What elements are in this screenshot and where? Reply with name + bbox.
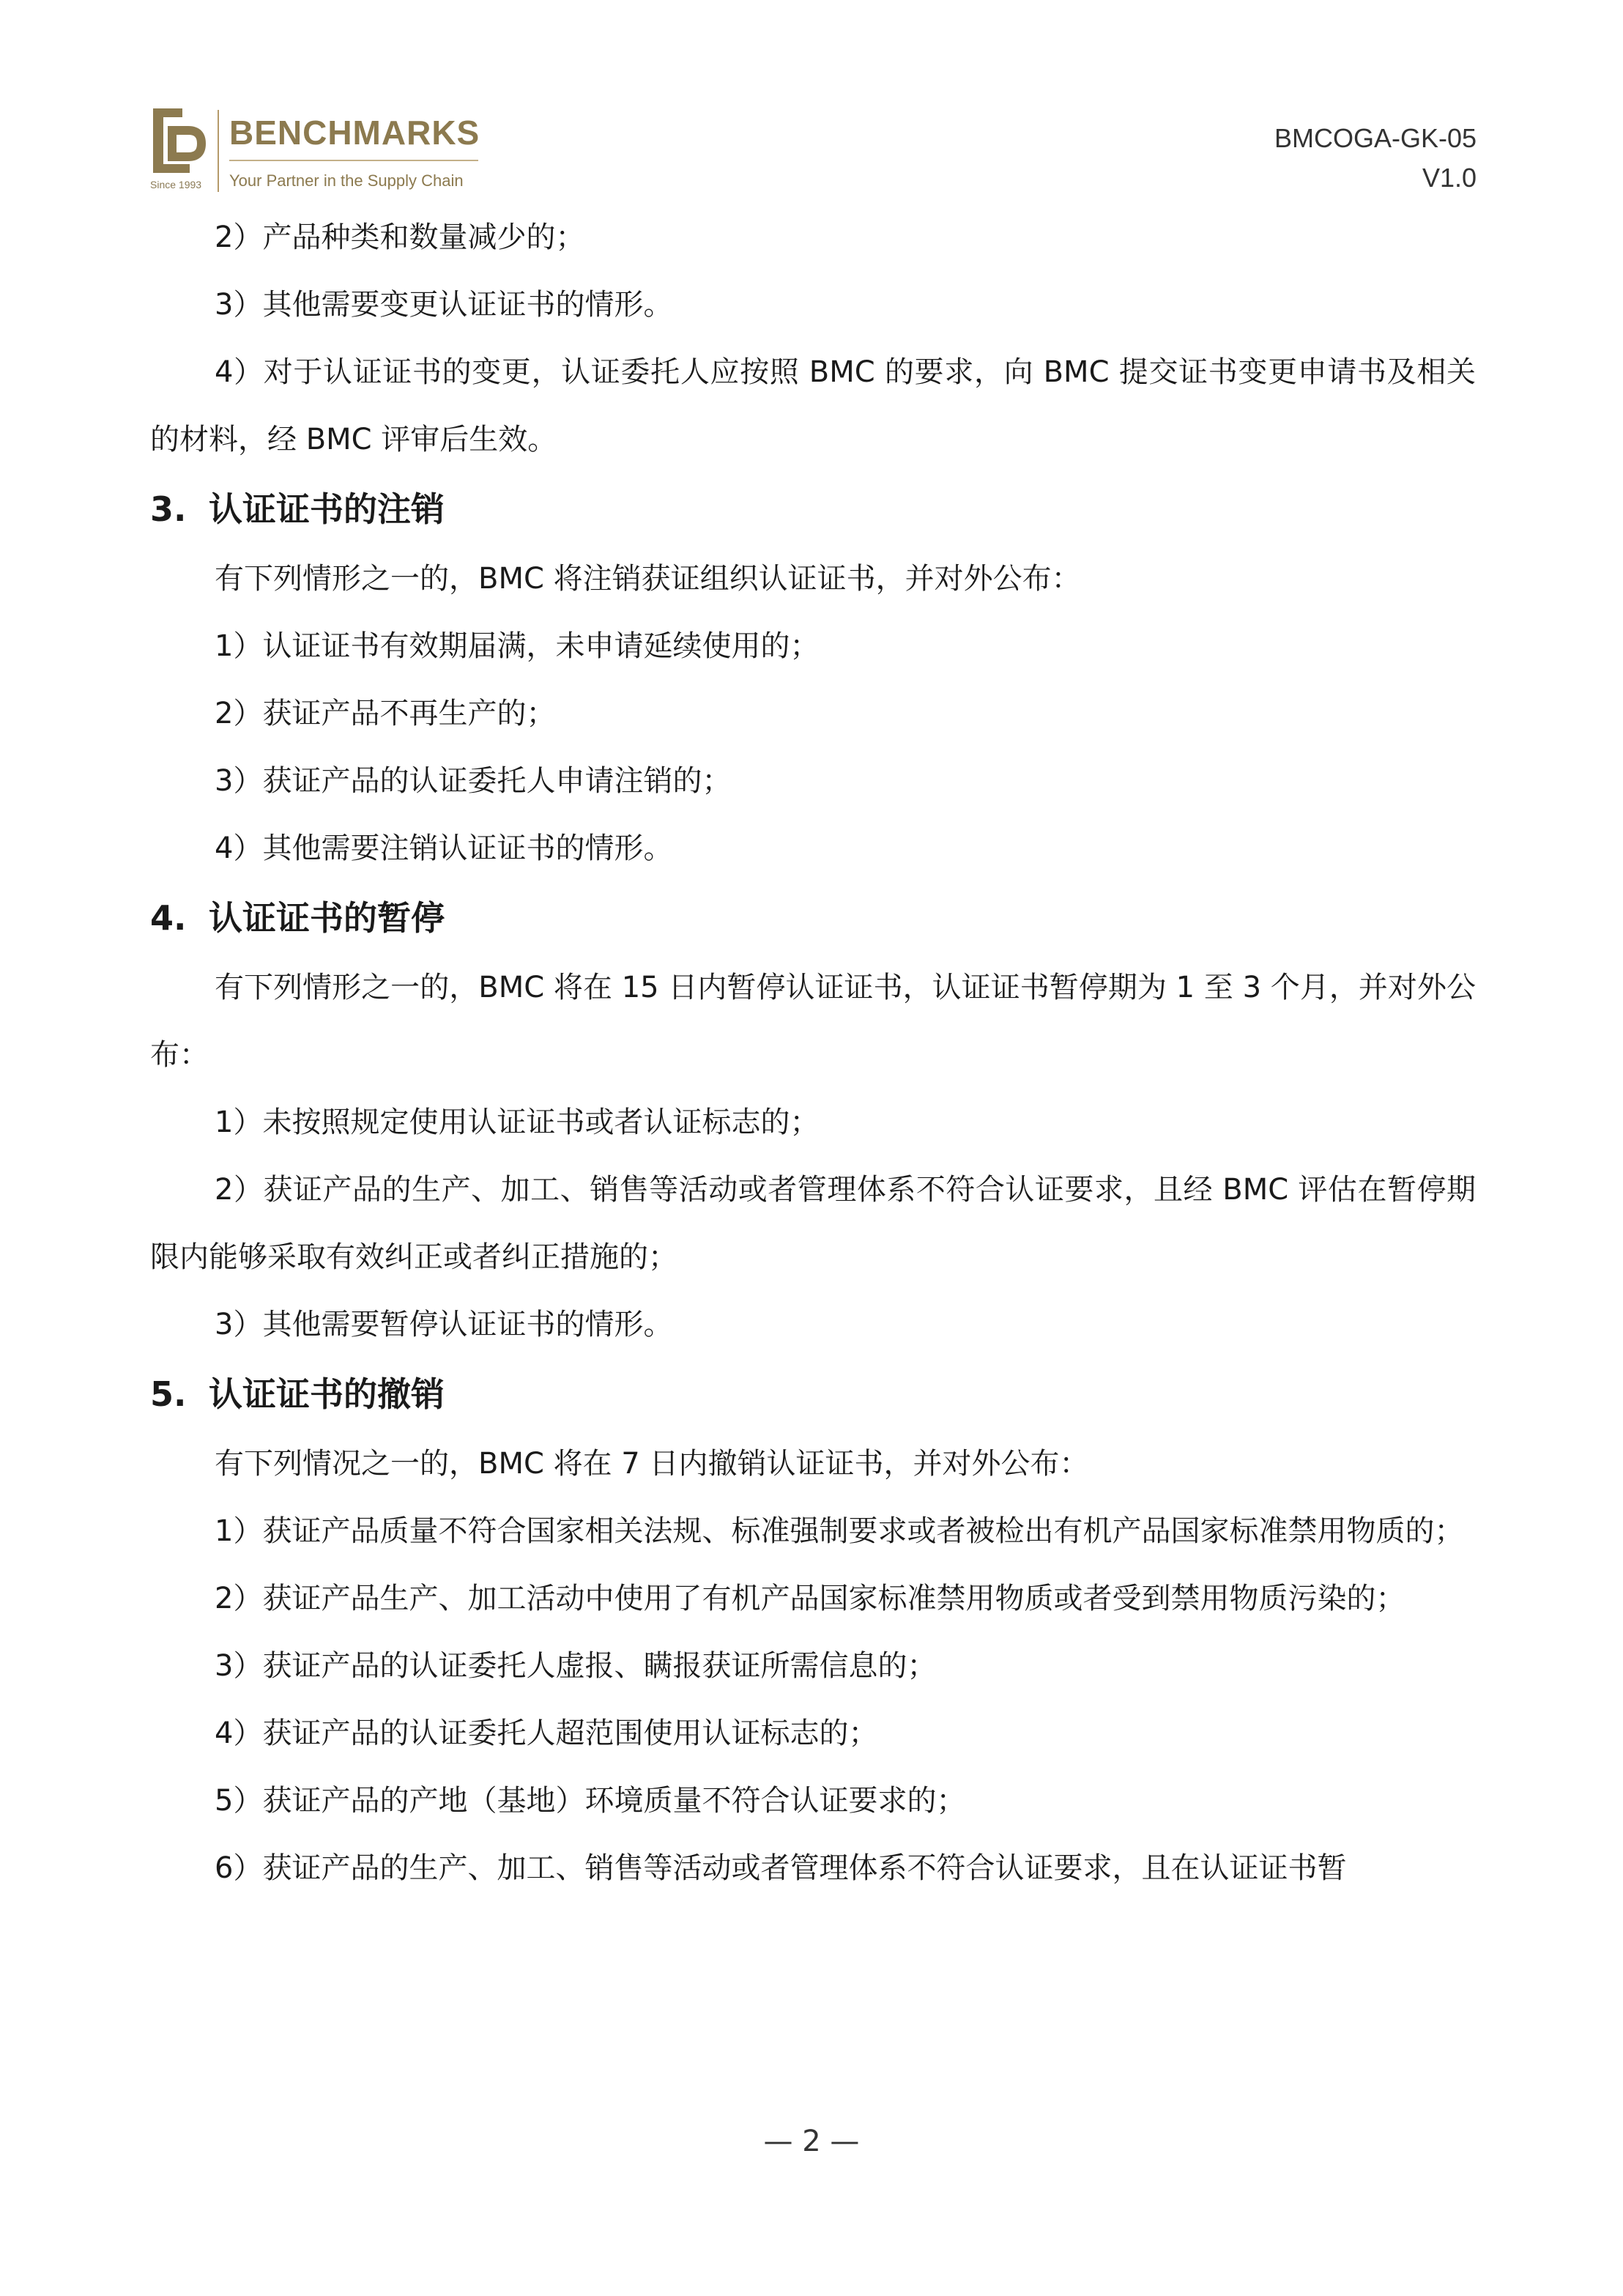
section-title: 认证证书的暂停 xyxy=(209,898,445,938)
section-title: 认证证书的注销 xyxy=(209,489,445,529)
document-code-block xyxy=(1274,119,1477,198)
document-body xyxy=(150,204,1476,1902)
page-number: — 2 — xyxy=(763,2125,860,2158)
logo-since-text: Since 1993 xyxy=(150,179,202,190)
section-number: 3. xyxy=(150,489,187,529)
document-code: BMCOGA-GK-05 xyxy=(1274,123,1477,153)
paragraph: 有下列情况之一的，BMC 将在 7 日内撤销认证证书，并对外公布： xyxy=(215,1447,1089,1481)
list-item: 1）认证证书有效期届满，未申请延续使用的； xyxy=(215,629,820,663)
list-item: 5）获证产品的产地（基地）环境质量不符合认证要求的； xyxy=(215,1784,966,1818)
paragraph: 3）其他需要变更认证证书的情形。 xyxy=(215,288,673,322)
paragraph: 有下列情形之一的，BMC 将注销获证组织认证证书，并对外公布： xyxy=(215,562,1081,596)
page-header xyxy=(150,95,1477,198)
section-number: 5. xyxy=(150,1374,187,1414)
list-item: 6）获证产品的生产、加工、销售等活动或者管理体系不符合认证要求，且在认证证书暂 xyxy=(215,1851,1347,1885)
list-item: 2）获证产品生产、加工活动中使用了有机产品国家标准禁用物质或者受到禁用物质污染的； xyxy=(215,1582,1405,1615)
section-heading xyxy=(150,1358,1476,1430)
section-heading xyxy=(150,882,1476,954)
list-item: 2）获证产品的生产、加工、销售等活动或者管理体系不符合认证要求，且经 BMC 评估在暂停期限内能够采取有效纠正或者纠正措施的； xyxy=(150,1173,1476,1274)
list-item: 4）其他需要注销认证证书的情形。 xyxy=(215,832,673,865)
section-heading xyxy=(150,473,1476,545)
logo-name: BENCHMARKS xyxy=(229,114,480,152)
benchmarks-logo-mark-icon xyxy=(150,105,209,176)
logo-rule xyxy=(229,160,478,161)
benchmarks-logo xyxy=(150,105,487,193)
logo-divider xyxy=(218,110,219,192)
document-version: V1.0 xyxy=(1422,163,1477,193)
paragraph: 4）对于认证证书的变更，认证委托人应按照 BMC 的要求，向 BMC 提交证书变更申请书及相关的材料，经 BMC 评审后生效。 xyxy=(150,355,1476,456)
list-item: 3）其他需要暂停认证证书的情形。 xyxy=(215,1308,673,1341)
list-item: 3）获证产品的认证委托人申请注销的； xyxy=(215,764,732,798)
paragraph: 2）产品种类和数量减少的； xyxy=(215,221,585,254)
list-item: 2）获证产品不再生产的； xyxy=(215,697,556,730)
section-number: 4. xyxy=(150,898,187,938)
list-item: 1）获证产品质量不符合国家相关法规、标准强制要求或者被检出有机产品国家标准禁用物质的； xyxy=(215,1514,1464,1548)
list-item: 3）获证产品的认证委托人虚报、瞒报获证所需信息的； xyxy=(215,1649,937,1683)
logo-tagline: Your Partner in the Supply Chain xyxy=(229,171,464,190)
paragraph: 有下列情形之一的，BMC 将在 15 日内暂停认证证书，认证证书暂停期为 1 至 3 个月，并对外公布： xyxy=(150,971,1476,1072)
list-item: 1）未按照规定使用认证证书或者认证标志的； xyxy=(215,1106,820,1139)
list-item: 4）获证产品的认证委托人超范围使用认证标志的； xyxy=(215,1717,878,1750)
section-title: 认证证书的撤销 xyxy=(209,1374,445,1414)
